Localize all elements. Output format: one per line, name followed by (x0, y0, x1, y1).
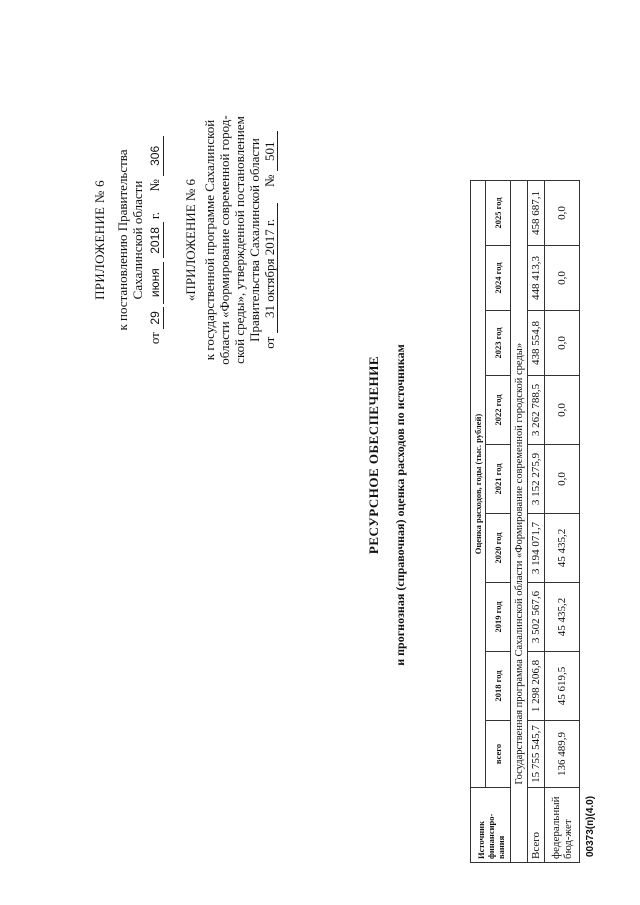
previous-number-label: № (262, 174, 277, 187)
expense-group-header: Оценка расходов, годы (тыс. рублей) (471, 181, 486, 788)
program-row: Государственная программа Сахалинской области «Формирование современной городской среды» (511, 181, 528, 788)
col-2019: 2019 год (486, 583, 511, 652)
col-2020: 2020 год (486, 514, 511, 583)
resources-table (470, 180, 580, 863)
cell-federal: 136 489,9 (545, 721, 580, 788)
document-title: РЕСУРСНОЕ ОБЕСПЕЧЕНИЕ (366, 355, 381, 555)
cell-total: 448 413,3 (528, 246, 545, 311)
date-month: июня (148, 262, 164, 304)
document-number: 306 (148, 136, 164, 176)
cell-federal: 0,0 (545, 445, 580, 514)
row-source-total: Всего (528, 788, 545, 863)
cell-federal: 45 435,2 (545, 583, 580, 652)
appendix-date-line (147, 90, 164, 390)
number-label: № (147, 179, 162, 192)
col-2024: 2024 год (486, 246, 511, 311)
cell-federal: 45 435,2 (545, 514, 580, 583)
col-2022: 2022 год (486, 376, 511, 445)
appendix-block (92, 90, 164, 390)
cell-total: 3 152 275,9 (528, 445, 545, 514)
previous-appendix-block (183, 90, 278, 390)
cell-total: 3 502 567,6 (528, 583, 545, 652)
date-year: 2018 (148, 222, 164, 258)
col-2023: 2023 год (486, 311, 511, 376)
appendix-line-2: Сахалинской области (130, 180, 145, 300)
cell-total: 3 194 071,7 (528, 514, 545, 583)
col-2025: 2025 год (486, 181, 511, 246)
previous-number: 501 (262, 131, 278, 171)
previous-line-1: к государственной программе Сахалинской (202, 119, 217, 361)
row-source-federal: федеральный бюд-жет (545, 788, 580, 863)
previous-date-line (262, 90, 278, 390)
cell-federal: 0,0 (545, 181, 580, 246)
date-suffix: г. (147, 212, 162, 220)
appendix-line-1: к постановлению Правительства (115, 149, 130, 331)
previous-line-2: области «Формирование современной город- (217, 115, 232, 365)
cell-federal: 0,0 (545, 246, 580, 311)
appendix-title: ПРИЛОЖЕНИЕ № 6 (92, 180, 107, 300)
source-header: Источник финансиро-вания (471, 788, 511, 863)
cell-total: 15 755 545,7 (528, 721, 545, 788)
cell-total: 458 687,1 (528, 181, 545, 246)
cell-total: 3 262 788,5 (528, 376, 545, 445)
previous-line-4: Правительства Сахалинской области (247, 138, 262, 342)
cell-federal: 0,0 (545, 376, 580, 445)
previous-from-label: от (262, 336, 277, 349)
document-subtitle: и прогнозная (справочная) оценка расходов по источникам (393, 344, 407, 666)
col-2021: 2021 год (486, 445, 511, 514)
previous-date: 31 октября 2017 г. (262, 203, 278, 333)
cell-federal: 0,0 (545, 311, 580, 376)
document-code: 00373(п)(4.0) (585, 795, 596, 857)
col-2018: 2018 год (486, 652, 511, 721)
cell-total: 1 298 206,8 (528, 652, 545, 721)
date-day: 29 (148, 307, 164, 329)
cell-total: 438 554,8 (528, 311, 545, 376)
previous-appendix-title: «ПРИЛОЖЕНИЕ № 6 (183, 178, 198, 302)
previous-line-3: ской среды», утвержденной постановлением (232, 116, 247, 364)
cell-federal: 45 619,5 (545, 652, 580, 721)
col-total: всего (486, 721, 511, 788)
from-label: от (147, 332, 162, 345)
